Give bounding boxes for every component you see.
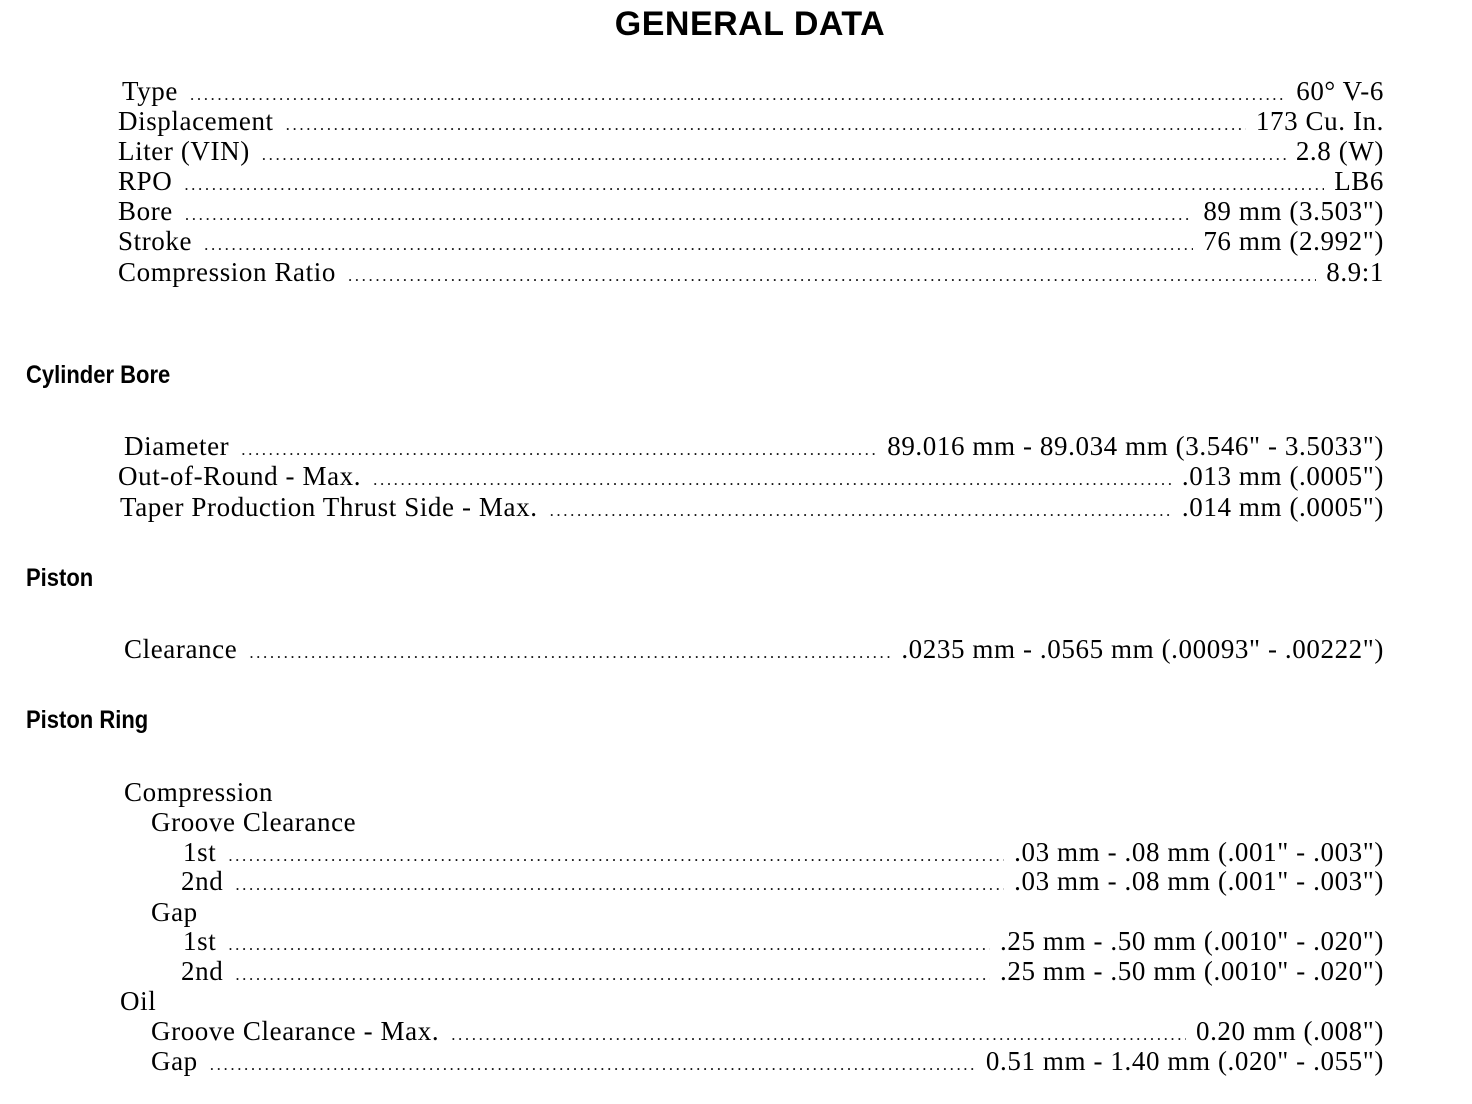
spec-value: .03 mm - .08 mm (.001" - .003") (1014, 837, 1384, 867)
dot-leader (348, 261, 1316, 291)
spec-value: 8.9:1 (1326, 257, 1384, 287)
spec-row-oil-groove-clearance (151, 1016, 1384, 1046)
subheading-gap: Gap (151, 897, 198, 927)
spec-label: 1st (183, 837, 217, 867)
spec-value: .013 mm (.0005") (1181, 461, 1384, 491)
spec-value: 89 mm (3.503") (1203, 196, 1384, 226)
spec-row-gap-2nd (181, 956, 1384, 986)
spec-value: .0235 mm - .0565 mm (.00093" - .00222") (901, 634, 1384, 664)
spec-label: Stroke (118, 226, 193, 256)
spec-row-liter (118, 136, 1384, 166)
spec-row-diameter (124, 431, 1384, 461)
spec-value: .014 mm (.0005") (1181, 492, 1384, 522)
subheading-groove-clearance: Groove Clearance (151, 807, 357, 837)
spec-row-groove-1st (183, 837, 1384, 867)
spec-row-taper (120, 492, 1384, 522)
dot-leader (235, 870, 1004, 900)
spec-value: .25 mm - .50 mm (.0010" - .020") (1000, 956, 1384, 986)
section-heading-piston: Piston (26, 564, 94, 592)
spec-row-type (122, 76, 1384, 106)
spec-row-rpo (118, 166, 1384, 196)
dot-leader (373, 465, 1172, 495)
spec-row-oil-gap (151, 1046, 1384, 1076)
spec-label: Compression Ratio (118, 257, 336, 287)
spec-value: 76 mm (2.992") (1203, 226, 1384, 256)
spec-value: 60° V-6 (1296, 76, 1384, 106)
spec-label: Bore (118, 196, 173, 226)
spec-value: .25 mm - .50 mm (.0010" - .020") (1000, 926, 1384, 956)
section-heading-cylinder-bore: Cylinder Bore (26, 361, 171, 389)
spec-label: Gap (151, 1046, 198, 1076)
spec-row-gap-1st (183, 926, 1384, 956)
spec-value: .03 mm - .08 mm (.001" - .003") (1014, 866, 1384, 896)
spec-label: Groove Clearance - Max. (151, 1016, 440, 1046)
section-heading-piston-ring: Piston Ring (26, 706, 149, 734)
subheading-oil: Oil (120, 986, 157, 1016)
spec-label: Displacement (118, 106, 274, 136)
spec-label: 1st (183, 926, 217, 956)
spec-value: 0.20 mm (.008") (1195, 1016, 1384, 1046)
dot-leader (550, 496, 1172, 526)
spec-value: 173 Cu. In. (1255, 106, 1384, 136)
spec-value: 89.016 mm - 89.034 mm (3.546" - 3.5033") (887, 431, 1384, 461)
spec-row-clearance (124, 634, 1384, 664)
spec-label: Type (122, 76, 178, 106)
dot-leader (249, 638, 891, 668)
dot-leader (204, 230, 1193, 260)
page-title: GENERAL DATA (614, 5, 886, 43)
spec-label: Liter (VIN) (118, 136, 250, 166)
spec-label: RPO (118, 166, 173, 196)
subheading-compression: Compression (124, 777, 274, 807)
spec-value: LB6 (1334, 166, 1384, 196)
spec-label: 2nd (181, 956, 224, 986)
spec-label: Diameter (124, 431, 230, 461)
dot-leader (235, 960, 990, 990)
spec-row-out-of-round (118, 461, 1384, 491)
dot-leader (210, 1050, 976, 1080)
spec-row-stroke (118, 226, 1384, 256)
spec-label: 2nd (181, 866, 224, 896)
spec-row-compression-ratio (118, 257, 1384, 287)
spec-value: 2.8 (W) (1295, 136, 1384, 166)
spec-row-displacement (118, 106, 1384, 136)
spec-row-bore (118, 196, 1384, 226)
spec-value: 0.51 mm - 1.40 mm (.020" - .055") (985, 1046, 1384, 1076)
spec-row-groove-2nd (181, 866, 1384, 896)
spec-label: Taper Production Thrust Side - Max. (120, 492, 538, 522)
spec-label: Out-of-Round - Max. (118, 461, 362, 491)
spec-label: Clearance (124, 634, 238, 664)
